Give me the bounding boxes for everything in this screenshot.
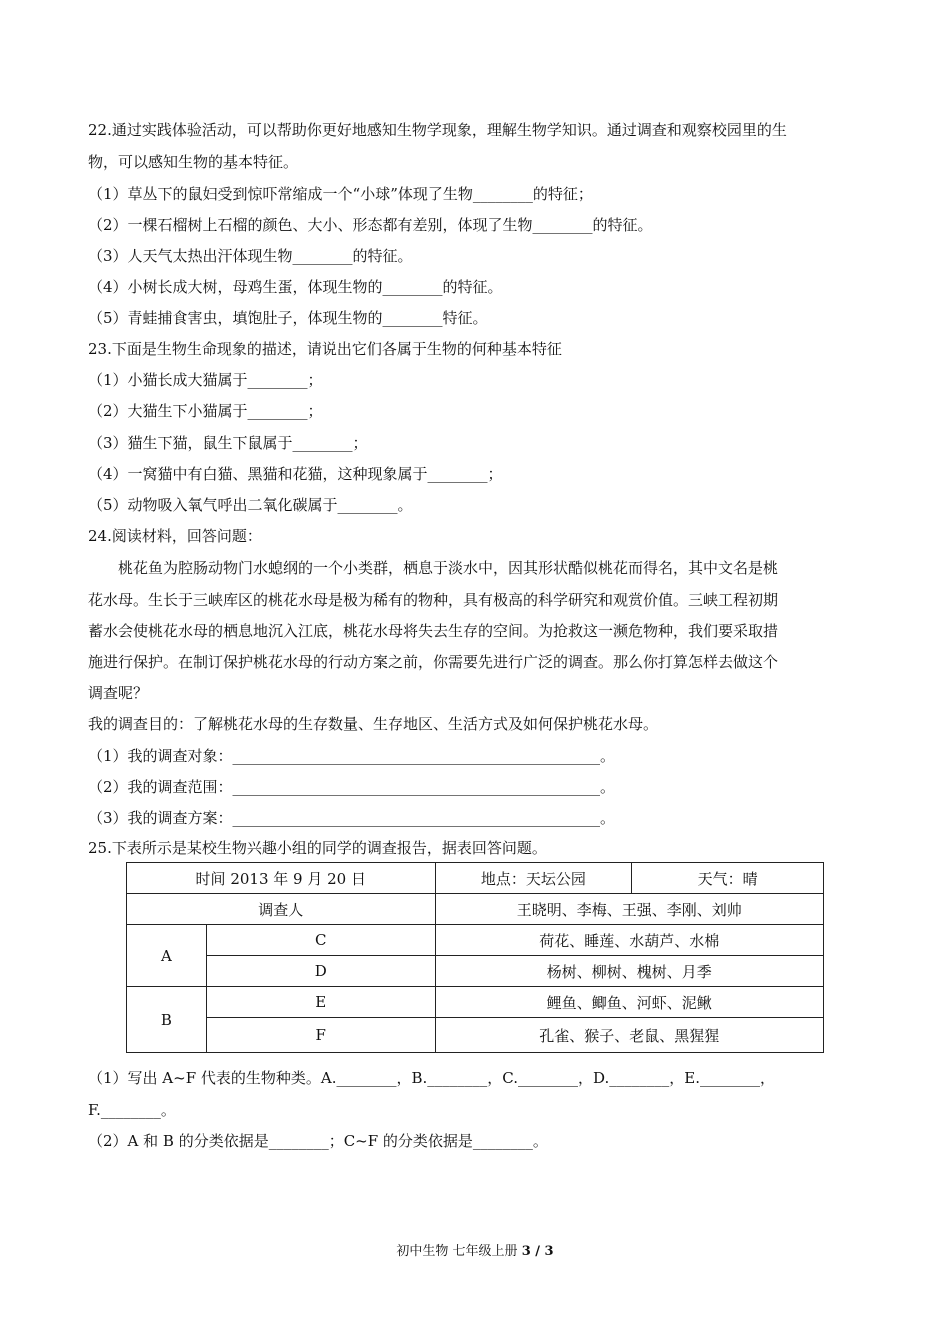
q23-stem: 23.下面是生物生命现象的描述，请说出它们各属于生物的何种基本特征	[88, 340, 562, 358]
q22-item-1: （1）草丛下的鼠妇受到惊吓常缩成一个“小球”体现了生物________的特征；	[88, 185, 593, 203]
q25-sub2: （2）A 和 B 的分类依据是________；C~F 的分类依据是________。	[88, 1132, 548, 1150]
q22-stem-line-1: 22.通过实践体验活动，可以帮助你更好地感知生物学现象，理解生物学知识。通过调查和观察校园里的生	[88, 121, 787, 139]
q22-stem-line-2: 物，可以感知生物的基本特征。	[88, 153, 299, 171]
q23-item-3: （3）猫生下猫，鼠生下鼠属于________；	[88, 434, 368, 452]
group-b-cell: B	[127, 987, 207, 1053]
q24-passage-line-1: 桃花鱼为腔肠动物门水螅纲的一个小类群，栖息于淡水中，因其形状酷似桃花而得名，其中文名是桃	[118, 559, 779, 577]
q23-item-2: （2）大猫生下小猫属于________；	[88, 402, 323, 420]
page-footer	[0, 1240, 950, 1259]
q23-item-5: （5）动物吸入氧气呼出二氧化碳属于________。	[88, 496, 413, 514]
table-row	[127, 894, 824, 925]
q24-passage-line-3: 蓄水会使桃花水母的栖息地沉入江底，桃花水母将失去生存的空间。为抢救这一濒危物种，我们要采取措	[88, 622, 779, 640]
q23-item-4: （4）一窝猫中有白猫、黑猫和花猫，这种现象属于________；	[88, 465, 503, 483]
investigators-cell: 王晓明、李梅、王强、李刚、刘帅	[435, 894, 823, 925]
q22-item-3: （3）人天气太热出汗体现生物________的特征。	[88, 247, 413, 265]
q25-stem: 25.下表所示是某校生物兴趣小组的同学的调查报告，据表回答问题。	[88, 839, 547, 857]
row-value-c: 荷花、睡莲、水葫芦、水棉	[435, 925, 823, 956]
q22-item-4: （4）小树长成大树，母鸡生蛋，体现生物的________的特征。	[88, 278, 503, 296]
investigator-label-cell: 调查人	[127, 894, 436, 925]
q22-item-5: （5）青蛙捕食害虫，填饱肚子，体现生物的________特征。	[88, 309, 488, 327]
q24-item-1: （1）我的调查对象：_________________________________________________。	[88, 747, 616, 765]
page-number: 3 / 3	[521, 1244, 554, 1259]
row-label-c: C	[206, 925, 435, 956]
row-value-d: 杨树、柳树、槐树、月季	[435, 956, 823, 987]
group-a-cell: A	[127, 925, 207, 987]
q24-item-3: （3）我的调查方案：_________________________________________________。	[88, 809, 616, 827]
row-label-f: F	[206, 1018, 435, 1053]
table-row	[127, 956, 824, 987]
row-label-e: E	[206, 987, 435, 1018]
table-row	[127, 1018, 824, 1053]
q24-purpose: 我的调查目的：了解桃花水母的生存数量、生存地区、生活方式及如何保护桃花水母。	[88, 715, 659, 733]
row-label-d: D	[206, 956, 435, 987]
q25-sub1-line-1: （1）写出 A~F 代表的生物种类。A.________，B.________，C.________，D.________，E.________，	[88, 1069, 775, 1087]
q24-passage-line-5: 调查呢？	[88, 684, 149, 702]
q24-passage-line-4: 施进行保护。在制订保护桃花水母的行动方案之前，你需要先进行广泛的调查。那么你打算怎样去做这个	[88, 653, 779, 671]
q22-item-2: （2）一棵石榴树上石榴的颜色、大小、形态都有差别，体现了生物________的特征。	[88, 216, 653, 234]
q24-stem: 24.阅读材料，回答问题：	[88, 527, 262, 545]
row-value-e: 鲤鱼、鲫鱼、河虾、泥鳅	[435, 987, 823, 1018]
q23-item-1: （1）小猫长成大猫属于________；	[88, 371, 323, 389]
survey-place-cell: 地点：天坛公园	[435, 863, 632, 894]
row-value-f: 孔雀、猴子、老鼠、黑猩猩	[435, 1018, 823, 1053]
table-row	[127, 925, 824, 956]
survey-weather-cell: 天气：晴	[632, 863, 824, 894]
q24-passage-line-2: 花水母。生长于三峡库区的桃花水母是极为稀有的物种，具有极高的科学研究和观赏价值。三峡工程初期	[88, 591, 779, 609]
q25-sub1-line-2: F.________。	[88, 1101, 176, 1119]
table-row	[127, 987, 824, 1018]
survey-table	[126, 862, 824, 1053]
footer-text: 初中生物 七年级上册	[396, 1244, 522, 1259]
table-row	[127, 863, 824, 894]
survey-time-cell: 时间 2013 年 9 月 20 日	[127, 863, 436, 894]
q24-item-2: （2）我的调查范围：_________________________________________________。	[88, 778, 616, 796]
